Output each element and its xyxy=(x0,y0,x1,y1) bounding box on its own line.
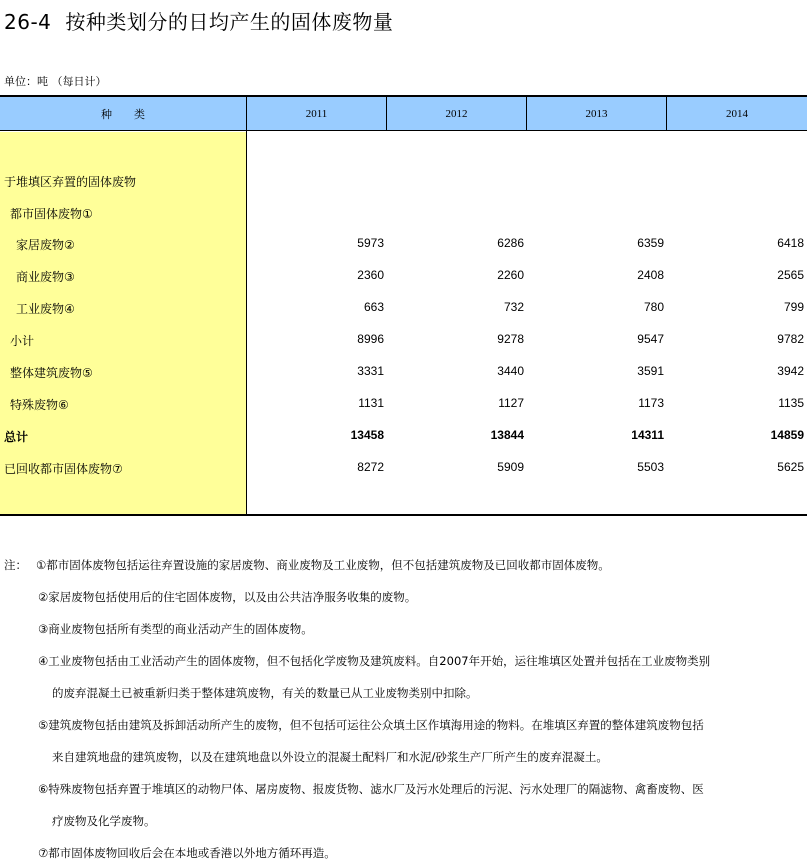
table-cell: 9782 xyxy=(777,332,804,346)
note-line: ⑤建筑废物包括由建筑及拆卸活动所产生的废物，但不包括可运往公众填土区作填海用途的物料。在堆填区弃置的整体建筑废物包括 xyxy=(38,718,704,732)
header-divider xyxy=(386,97,387,131)
header-year-2014: 2014 xyxy=(667,97,807,131)
note-line: 疗废物及化学废物。 xyxy=(52,814,156,828)
table-cell: 3942 xyxy=(777,364,804,378)
table-cell: 2408 xyxy=(637,268,664,282)
note-line: ⑥特殊废物包括弃置于堆填区的动物尸体、屠房废物、报废货物、滤水厂及污水处理后的污泥、污水处理厂的隔滤物、禽畜废物、医 xyxy=(38,782,704,796)
table-cell: 14311 xyxy=(631,428,664,442)
row-label: 特殊废物⑥ xyxy=(10,398,69,412)
table-cell: 9547 xyxy=(637,332,664,346)
table-cell: 6359 xyxy=(637,236,664,250)
row-label: 家居废物② xyxy=(16,238,75,252)
table-bottom-rule xyxy=(0,514,807,516)
table-cell: 663 xyxy=(363,300,384,314)
row-label: 商业废物③ xyxy=(16,270,75,284)
note-line: ③商业废物包括所有类型的商业活动产生的固体废物。 xyxy=(38,622,313,636)
header-year-2012: 2012 xyxy=(387,97,526,131)
table-cell: 780 xyxy=(643,300,664,314)
table-cell: 8272 xyxy=(357,460,384,474)
table-cell: 5909 xyxy=(497,460,524,474)
row-label: 总计 xyxy=(4,430,29,444)
table-cell: 1127 xyxy=(498,396,524,410)
row-label: 于堆填区弃置的固体废物 xyxy=(4,175,137,189)
table-cell: 1135 xyxy=(778,396,804,410)
row-label: 整体建筑废物⑤ xyxy=(10,366,93,380)
table-cell: 5973 xyxy=(357,236,384,250)
note-line: ①都市固体废物包括运往弃置设施的家居废物、商业废物及工业废物，但不包括建筑废物及已回收都市固体废物。 xyxy=(36,558,610,572)
table-title: 按种类划分的日均产生的固体废物量 xyxy=(65,10,394,34)
table-cell: 3440 xyxy=(497,364,524,378)
row-label: 小计 xyxy=(10,334,35,348)
table-cell: 732 xyxy=(503,300,524,314)
note-line: ⑦都市固体废物回收后会在本地或香港以外地方循环再造。 xyxy=(38,846,336,860)
table-cell: 2565 xyxy=(777,268,804,282)
table-cell: 8996 xyxy=(357,332,384,346)
header-category: 种类 xyxy=(0,97,246,131)
row-label: 都市固体废物① xyxy=(10,207,93,221)
table-cell: 9278 xyxy=(497,332,524,346)
page-title xyxy=(4,6,393,35)
table-cell: 6286 xyxy=(497,236,524,250)
row-label: 工业废物④ xyxy=(16,302,75,316)
table-cell: 799 xyxy=(783,300,804,314)
note-line: 的废弃混凝土已被重新归类于整体建筑废物，有关的数量已从工业废物类别中扣除。 xyxy=(52,686,478,700)
table-cell: 5503 xyxy=(637,460,664,474)
header-year-2011: 2011 xyxy=(247,97,386,131)
table-cell: 3331 xyxy=(357,364,384,378)
note-line: ④工业废物包括由工业活动产生的固体废物，但不包括化学废物及建筑废料。自2007年开始，运往堆填区处置并包括在工业废物类别 xyxy=(38,654,711,668)
header-divider xyxy=(526,97,527,131)
note-line: ②家居废物包括使用后的住宅固体废物，以及由公共洁净服务收集的废物。 xyxy=(38,590,417,604)
table-cell: 13458 xyxy=(350,428,384,442)
table-cell: 1173 xyxy=(638,396,664,410)
header-year-2013: 2013 xyxy=(527,97,666,131)
table-cell: 5625 xyxy=(777,460,804,474)
table-cell: 3591 xyxy=(637,364,664,378)
table-cell: 1131 xyxy=(358,396,384,410)
notes-prefix: 注： xyxy=(4,558,27,572)
header-divider xyxy=(666,97,667,131)
row-label: 已回收都市固体废物⑦ xyxy=(4,462,123,476)
table-cell: 14859 xyxy=(770,428,804,442)
table-cell: 6418 xyxy=(777,236,804,250)
table-cell: 13844 xyxy=(490,428,524,442)
label-column-divider xyxy=(246,97,247,515)
table-number: 26-4 xyxy=(4,10,52,34)
unit-label: 单位：吨 （每日计） xyxy=(4,75,107,88)
table-cell: 2360 xyxy=(357,268,384,282)
table-cell: 2260 xyxy=(497,268,524,282)
note-line: 来自建筑地盘的建筑废物，以及在建筑地盘以外设立的混凝土配料厂和水泥/砂浆生产厂所产生的废弃混凝土。 xyxy=(52,750,608,764)
